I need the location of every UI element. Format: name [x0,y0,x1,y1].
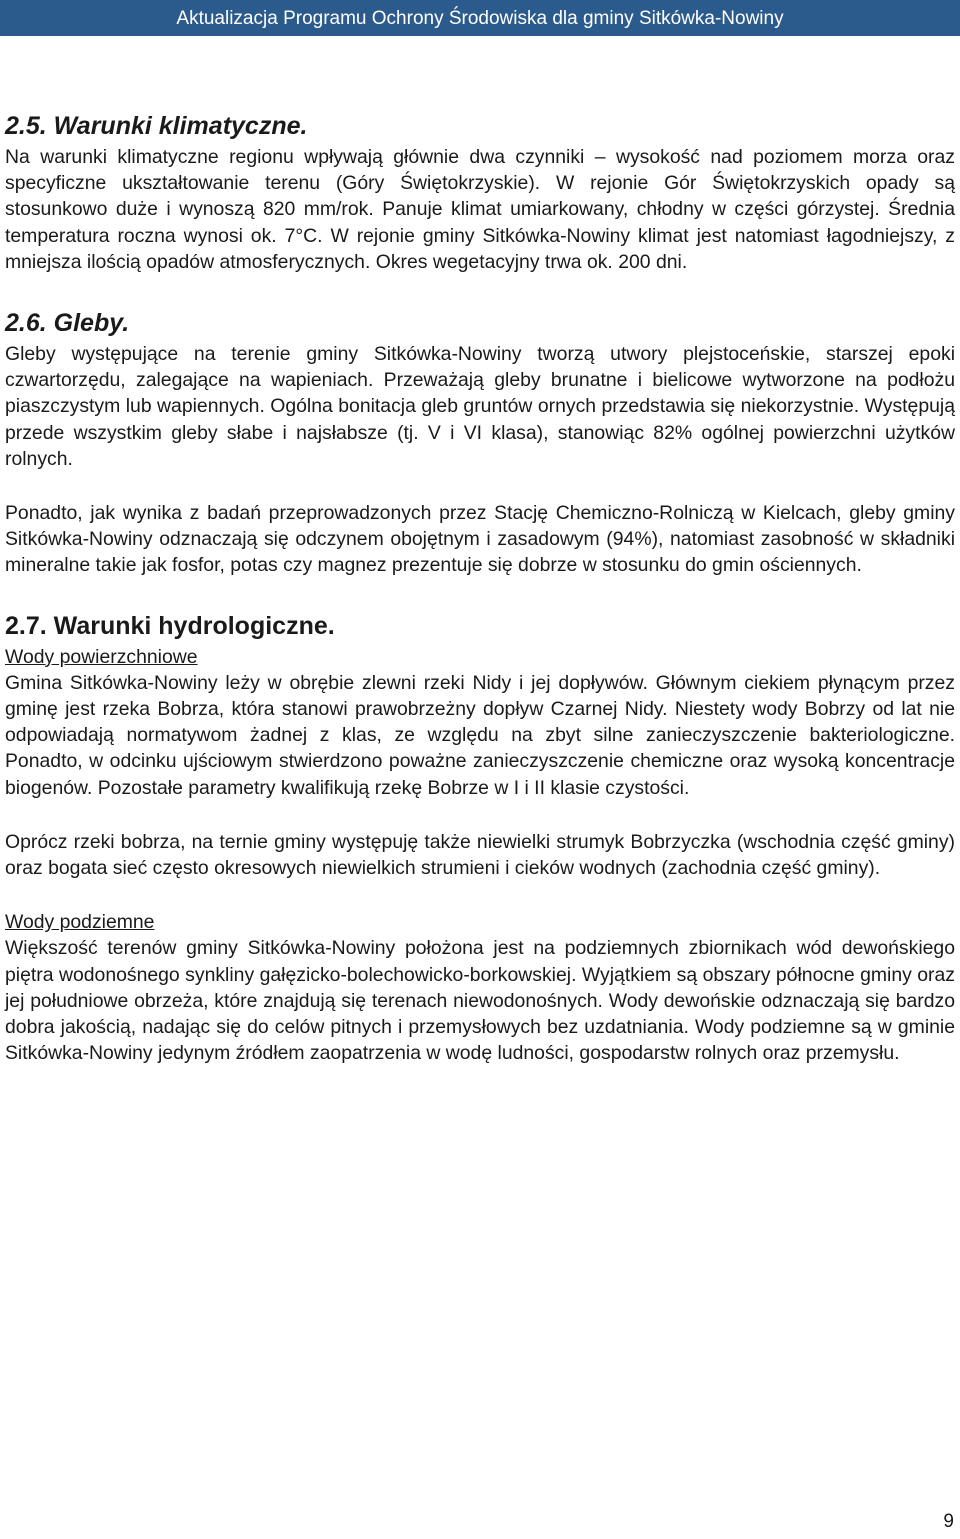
section-soils [5,305,955,579]
section-heading-soils: 2.6. Gleby. [5,309,130,338]
document-body [5,108,955,1066]
soils-paragraph-1: Gleby występujące na terenie gminy Sitkówka-Nowiny tworzą utwory plejstoceńskie, starszej epoki czwartorzędu, zalegające na wapieniach. Przeważają gleby brunatne i bielicowe wytworzone na podłożu piaszczystym lub wapiennych. Ogólna bonitacja gleb gruntów ornych przedstawia się niekorzystnie. Występują przede wszystkim gleby słabe i najsłabsze (tj. V i VI klasa), stanowiąc 82% ogólnej powierzchni użytków rolnych. [5,343,955,470]
soils-paragraph-2: Ponadto, jak wynika z badań przeprowadzonych przez Stację Chemiczno-Rolniczą w Kielcach, gleby gminy Sitkówka-Nowiny odznaczają się odczynem obojętnym i zasadowym (94%), natomiast zasobność w składniki mineralne takie jak fosfor, potas czy magnez prezentuje się dobrze w stosunku do gmin ościennych. [5,502,955,577]
climate-paragraph: Na warunki klimatyczne regionu wpływają głównie dwa czynniki – wysokość nad poziomem morza oraz specyficzne ukształtowanie terenu (Góry Świętokrzyskie). W rejonie Gór Świętokrzyskich opady są stosunkowo duże i wynoszą 820 mm/rok. Panuje klimat umiarkowany, chłodny w części górzystej. Średnia temperatura roczna wynosi ok. 7°C. W rejonie gminy Sitkówka-Nowiny klimat jest natomiast łagodniejszy, z mniejsza ilością opadów atmosferycznych. Okres wegetacyjny trwa ok. 200 dni. [5,146,955,273]
subheading-groundwater: Wody podziemne [5,911,155,934]
document-header [0,0,960,36]
header-title: Aktualizacja Programu Ochrony Środowiska dla gminy Sitkówka-Nowiny [176,7,784,29]
section-heading-hydrology: 2.7. Warunki hydrologiczne. [5,611,335,640]
page-number: 9 [943,1511,954,1532]
subheading-surface-water: Wody powierzchniowe [5,645,198,668]
section-heading-climate: 2.5. Warunki klimatyczne. [5,112,308,140]
surface-water-paragraph-1: Gmina Sitkówka-Nowiny leży w obrębie zlewni rzeki Nidy i jej dopływów. Głównym ciekiem płynącym przez gminę jest rzeka Bobrza, która stanowi prawobrzeżny dopływ Czarnej Nidy. Niestety wody Bobrzy od lat nie odpowiadają normatywom żadnej z klas, ze względu na zbyt silne zanieczyszczenie bakteriologiczne. Ponadto, w odcinku ujściowym stwierdzono poważne zanieczyszczenie chemiczne oraz wysoką koncentracje biogenów. Pozostałe parametry kwalifikują rzekę Bobrze w I i II klasie czystości. [5,671,955,799]
groundwater-paragraph-1: Większość terenów gminy Sitkówka-Nowiny położona jest na podziemnych zbiornikach wód dewońskiego piętra wodonośnego synkliny gałęzicko-bolechowicko-borkowskiej. Wyjątkiem są obszary północne gminy oraz jej południowe obrzeża, które znajdują się terenach niewodonośnych. Wody dewońskie odznaczają się bardzo dobra jakością, nadając się do celów pitnych i przemysłowych bez uzdatniania. Wody podziemne są w gminie Sitkówka-Nowiny jedynym źródłem zaopatrzenia w wodę ludności, gospodarstw rolnych oraz przemysłu. [5,937,955,1065]
section-hydrology [5,608,955,1067]
section-climate [5,108,955,275]
surface-water-paragraph-2: Oprócz rzeki bobrza, na ternie gminy występuję także niewielki strumyk Bobrzyczka (wschodnia część gminy) oraz bogata sieć często okresowych niewielkich strumieni i cieków wodnych (zachodnia część gminy). [5,830,955,880]
